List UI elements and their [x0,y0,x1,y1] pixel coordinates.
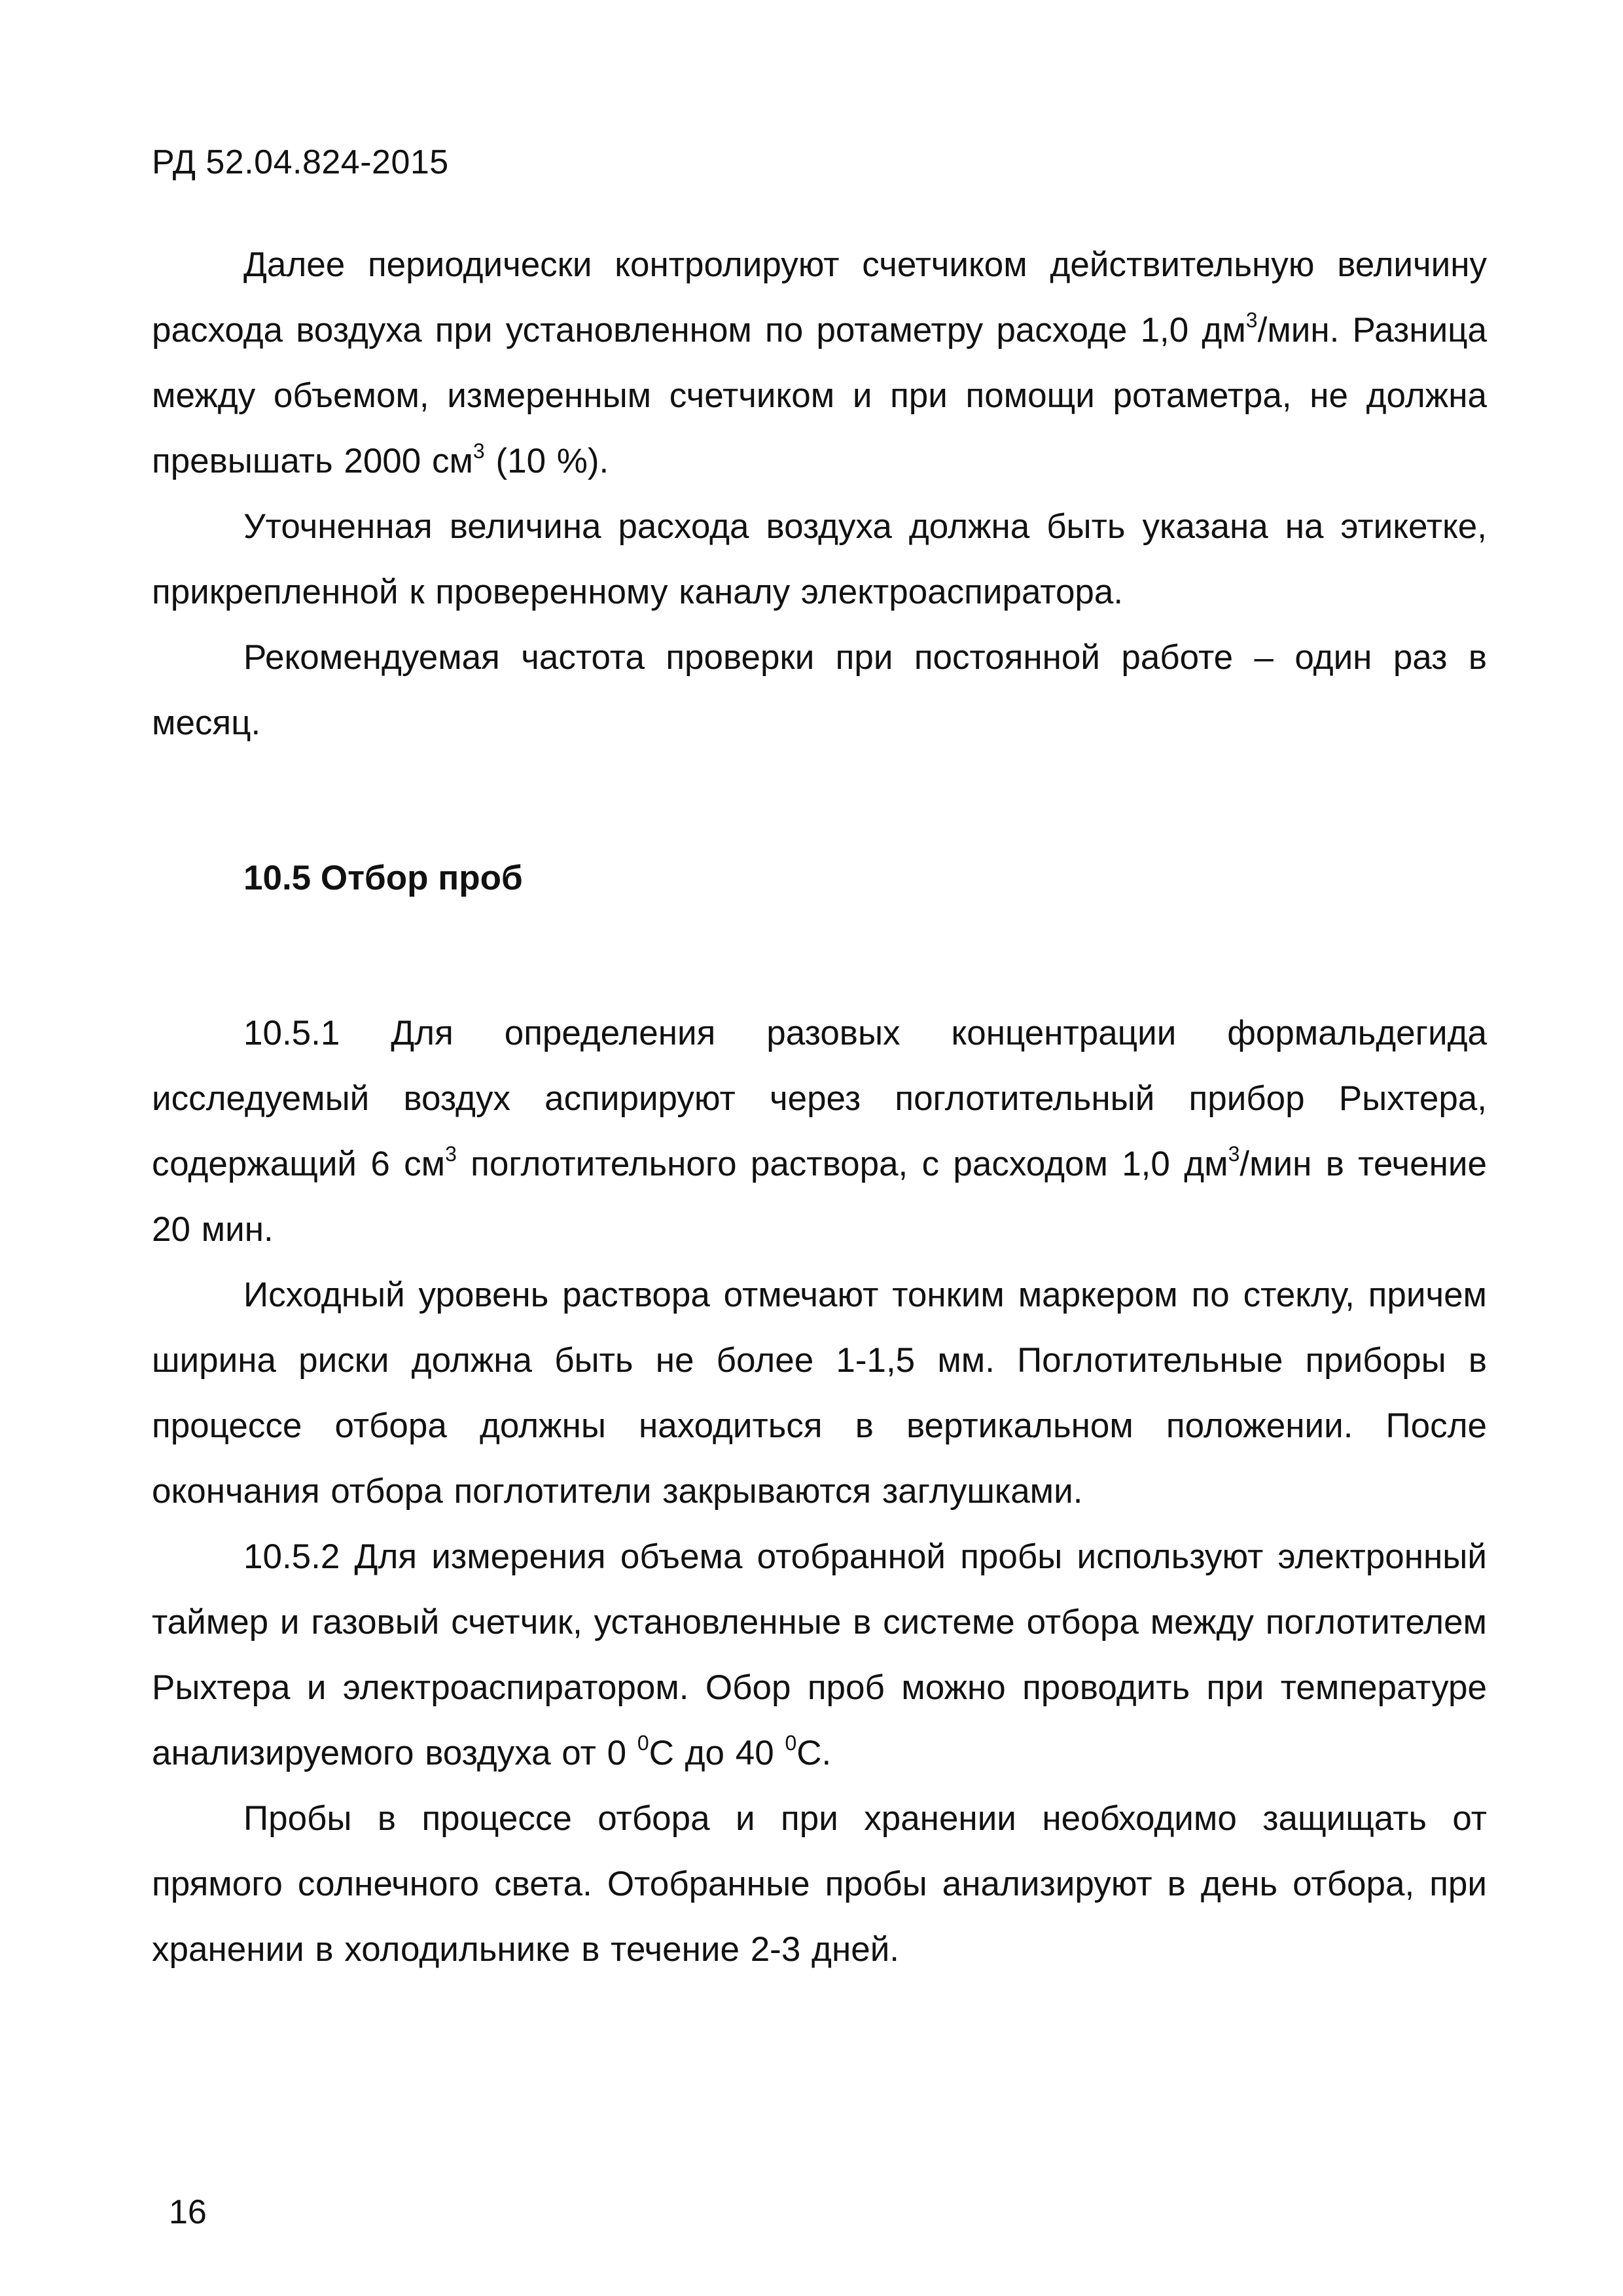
section-heading: 10.5 Отбор проб [243,859,523,897]
paragraph-text: поглотительного раствора, с расходом 1,0 дм [456,1145,1228,1183]
superscript: 3 [1228,1142,1240,1166]
paragraph-text: /мин в течение 20 мин. [152,1145,1487,1249]
paragraph-text: С. [796,1734,832,1772]
paragraph-solution-level: Исходный уровень раствора отмечают тонким маркером по стеклу, причем ширина риски должна быть не более 1-1,5 мм. Поглотительные приборы в процессе отбора должны находиться в вертикальном положении. После окончания отбора поглотители закрываются заглушками. [152,1276,1487,1511]
paragraph-check-frequency: Рекомендуемая частота проверки при постоянной работе – один раз в месяц. [152,638,1487,742]
superscript: 0 [785,1731,797,1755]
superscript: 3 [445,1142,457,1166]
paragraph-text: С до 40 [649,1734,785,1772]
paragraph-label-note: Уточненная величина расхода воздуха должна быть указана на этикетке, прикрепленной к проверенному каналу электроаспиратора. [152,507,1487,611]
paragraph-flow-check [152,232,1487,494]
page-content [152,232,1487,1982]
paragraph-sample-storage: Пробы в процессе отбора и при хранении необходимо защищать от прямого солнечного света. Отобранные пробы анализируют в день отбора, при хранении в холодильнике в течение 2-3 дней. [152,1799,1487,1969]
paragraph-text: 10.5.1 Для определения разовых концентрации формальдегида исследуемый воздух аспирируют через поглотительный прибор Рыхтера, содержащий 6 см [152,1014,1487,1183]
paragraph-text: /мин. Разница между объемом, измеренным счетчиком и при помощи ротаметра, не должна превышать 2000 см [152,311,1488,480]
superscript: 0 [637,1731,649,1755]
document-code: РД 52.04.824-2015 [152,143,449,181]
paragraph-text: (10 %). [484,442,609,480]
superscript: 3 [473,439,485,463]
paragraph-text: 10.5.2 Для измерения объема отобранной пробы используют электронный таймер и газовый счетчик, установленные в системе отбора между поглотителем Рыхтера и электроаспиратором. Обор проб можно проводить при температуре анализируемого воздуха от 0 [152,1537,1487,1772]
paragraph-text: Далее периодически контролируют счетчиком действительную величину расхода воздуха при установленном по ротаметру расходе 1,0 дм [152,245,1487,350]
page-number: 16 [169,2193,207,2231]
paragraph-10-5-2 [152,1524,1487,1786]
paragraph-10-5-1 [152,1001,1487,1263]
superscript: 3 [1245,308,1258,332]
